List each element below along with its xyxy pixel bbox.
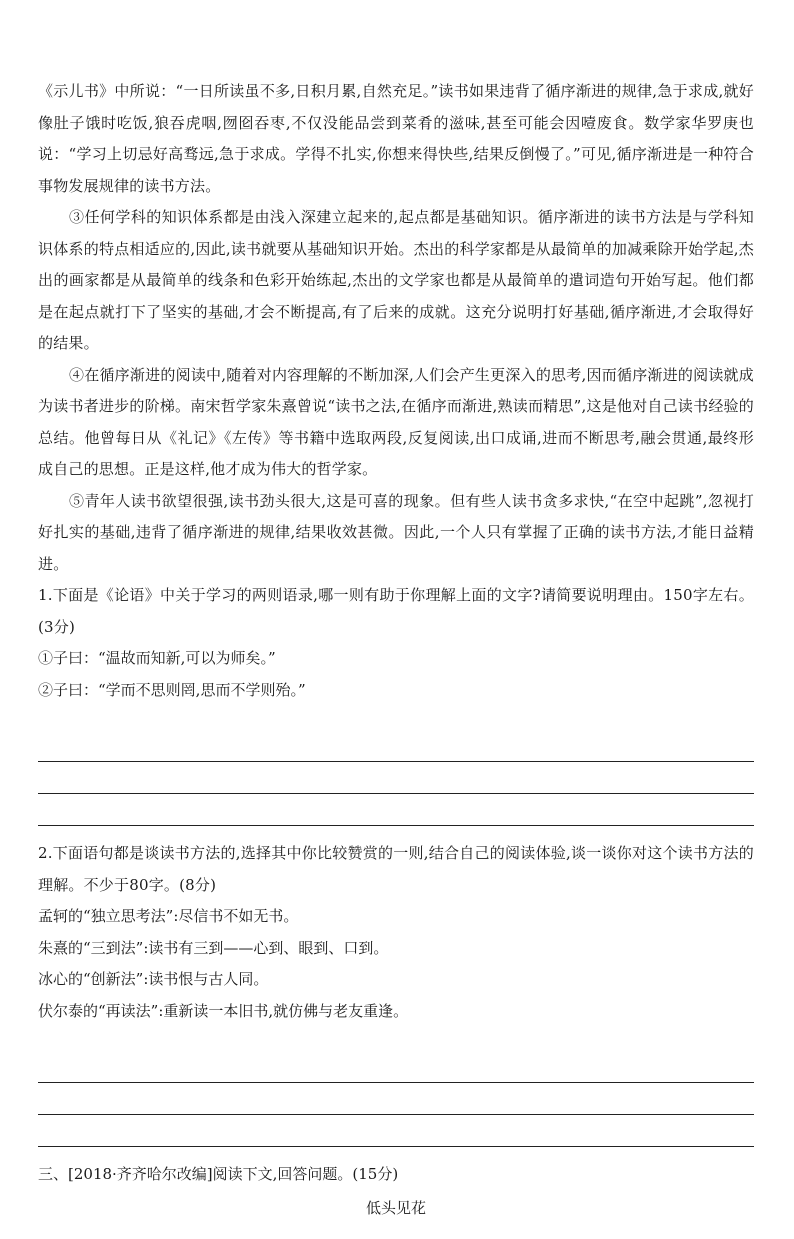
question-1-answer-area[interactable] xyxy=(38,730,754,826)
section-3-article-title: 低头见花 xyxy=(365,1198,426,1217)
question-2-item: 孟轲的“独立思考法”:尽信书不如无书。 xyxy=(38,907,299,925)
question-1-prompt: 1.下面是《论语》中关于学习的两则语录,哪一则有助于你理解上面的文字?请简要说明理由。150字左右。(3分) xyxy=(38,586,754,636)
passage-paragraph-4: ④在循序渐进的阅读中,随着对内容理解的不断加深,人们会产生更深入的思考,因而循序渐进的阅读就成为读书者进步的阶梯。南宋哲学家朱熹曾说“读书之法,在循序而渐进,熟读而精思”,这是他对自己读书经验的总结。他曾每日从《礼记》《左传》等书籍中选取两段,反复阅读,出口成诵,进而不断思考,融会贯通,最终形成自己的思想。正是这样,他才成为伟大的哲学家。 xyxy=(38,365,754,478)
question-2-item: 伏尔泰的“再读法”:重新读一本旧书,就仿佛与老友重逢。 xyxy=(38,1001,409,1020)
question-2-item: 冰心的“创新法”:读书恨与古人同。 xyxy=(38,970,269,988)
question-2-prompt: 2.下面语句都是谈读书方法的,选择其中你比较赞赏的一则,结合自己的阅读体验,谈一谈你对这个读书方法的理解。不少于80字。(8分) xyxy=(38,844,754,894)
passage-paragraph-intro: 《示儿书》中所说：“一日所读虽不多,日积月累,自然充足。”读书如果违背了循序渐进的规律,急于求成,就好像肚子饿时吃饭,狼吞虎咽,囫囵吞枣,不仅没能品尝到菜肴的滋味,甚至可能会因噎废食。数学家华罗庚也说：“学习上切忌好高骛远,急于求成。学得不扎实,你想来得快些,结果反倒慢了。”可见,循序渐进是一种符合事物发展规律的读书方法。 xyxy=(38,82,754,195)
answer-line xyxy=(38,794,754,826)
section-3-heading: 三、[2018·齐齐哈尔改编]阅读下文,回答问题。(15分) xyxy=(38,1165,399,1183)
passage-paragraph-3: ③任何学科的知识体系都是由浅入深建立起来的,起点都是基础知识。循序渐进的读书方法是与学科知识体系的特点相适应的,因此,读书就要从基础知识开始。杰出的科学家都是从最简单的加减乘除开始学起,杰出的画家都是从最简单的线条和色彩开始练起,杰出的文学家也都是从最简单的遣词造句开始写起。他们都是在起点就打下了坚实的基础,才会不断提高,有了后来的成就。这充分说明打好基础,循序渐进,才会取得好的结果。 xyxy=(38,208,754,352)
question-2-answer-area[interactable] xyxy=(38,1051,754,1147)
passage-paragraph-5: ⑤青年人读书欲望很强,读书劲头很大,这是可喜的现象。但有些人读书贪多求快,“在空中起跳”,忽视打好扎实的基础,违背了循序渐进的规律,结果收效甚微。因此,一个人只有掌握了正确的读书方法,才能日益精进。 xyxy=(38,491,754,573)
question-2-item: 朱熹的“三到法”:读书有三到——心到、眼到、口到。 xyxy=(38,938,389,957)
answer-line xyxy=(38,1083,754,1115)
answer-line xyxy=(38,762,754,794)
question-1-item-1: ①子曰：“温故而知新,可以为师矣。” xyxy=(38,649,276,667)
document-content xyxy=(38,76,754,1239)
answer-line xyxy=(38,1115,754,1147)
answer-line xyxy=(38,1051,754,1083)
question-1-item-2: ②子曰：“学而不思则罔,思而不学则殆。” xyxy=(38,680,306,699)
answer-line xyxy=(38,730,754,762)
